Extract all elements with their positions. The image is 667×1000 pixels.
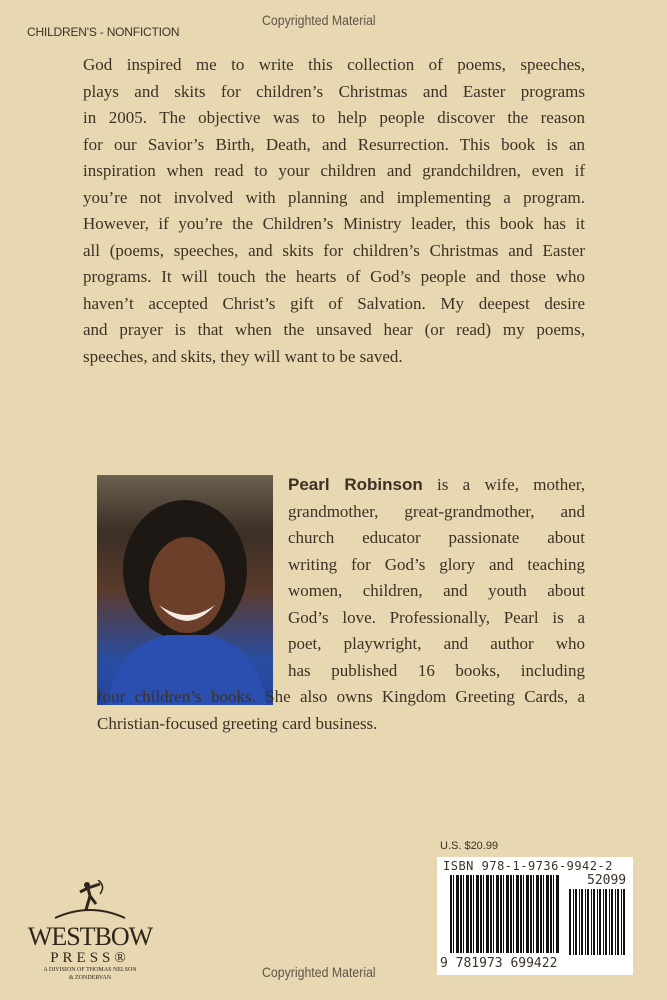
bio-text: is a wife, mother, bbox=[422, 475, 585, 494]
publisher-sub: PRESS® bbox=[50, 950, 130, 966]
bio-line: poet, playwright, and author who bbox=[288, 634, 585, 653]
blurb-line: in 2005. The objective was to help people discover the reason bbox=[83, 108, 585, 127]
author-bio bbox=[288, 472, 585, 684]
bio-line: has published 16 books, including bbox=[288, 660, 585, 680]
blurb-line: plays and skits for children’s Christmas and Easter programs bbox=[83, 81, 585, 101]
publisher-division: & ZONDERVAN bbox=[68, 975, 112, 981]
archer-icon bbox=[50, 880, 130, 920]
blurb-line: inspiration when read to your children and grandchildren, even if bbox=[83, 161, 585, 180]
blurb-line: all (poems, speeches, and skits for children’s Christmas and Easter bbox=[83, 240, 585, 260]
bio-line: grandmother, great-grandmother, and bbox=[288, 501, 585, 521]
watermark-top: Copyrighted Material bbox=[262, 12, 376, 28]
blurb-line: you’re not involved with planning and implementing a program. bbox=[83, 187, 585, 207]
author-photo bbox=[97, 475, 273, 705]
blurb-line: speeches, and skits, they will want to be saved. bbox=[83, 346, 403, 366]
bio-line: four children’s books. She also owns Kingdom Greeting Cards, a bbox=[97, 687, 585, 706]
author-bio-continued bbox=[97, 684, 585, 737]
price-code: 52099 bbox=[587, 873, 627, 888]
blurb-line: and prayer is that when the unsaved hear (or read) my poems, bbox=[83, 320, 585, 339]
bio-line: women, children, and youth about bbox=[288, 581, 585, 600]
blurb-line: for our Savior’s Birth, Death, and Resurrection. This book is an bbox=[83, 134, 585, 154]
publisher-division: A DIVISION OF THOMAS NELSON bbox=[43, 967, 137, 973]
barcode-bars bbox=[450, 875, 560, 953]
category-label: CHILDREN'S - NONFICTION bbox=[27, 25, 180, 39]
author-name: Pearl Robinson bbox=[288, 475, 423, 494]
publisher-logo bbox=[25, 880, 155, 982]
blurb-line: However, if you’re the Children’s Ministry leader, this book has it bbox=[83, 214, 585, 233]
blurb-line: programs. It will touch the hearts of God’s people and those who bbox=[83, 267, 585, 286]
blurb-line: God inspired me to write this collection of poems, speeches, bbox=[83, 55, 585, 74]
isbn: ISBN 978-1-9736-9942-2 bbox=[443, 859, 613, 873]
bio-line: church educator passionate about bbox=[288, 528, 585, 547]
barcode bbox=[437, 857, 633, 975]
blurb bbox=[83, 52, 585, 370]
bio-line: writing for God’s glory and teaching bbox=[288, 554, 585, 574]
price: U.S. $20.99 bbox=[440, 840, 499, 852]
addon-bars bbox=[569, 889, 626, 955]
bio-line: Christian-focused greeting card business. bbox=[97, 713, 378, 733]
ean-number: 9 781973 699422 bbox=[440, 956, 558, 971]
blurb-line: haven’t accepted Christ’s gift of Salvation. My deepest desire bbox=[83, 293, 585, 313]
publisher-name: WESTBOW bbox=[27, 922, 153, 951]
bio-line: God’s love. Professionally, Pearl is a bbox=[288, 607, 585, 627]
watermark-bottom: Copyrighted Material bbox=[262, 964, 376, 980]
